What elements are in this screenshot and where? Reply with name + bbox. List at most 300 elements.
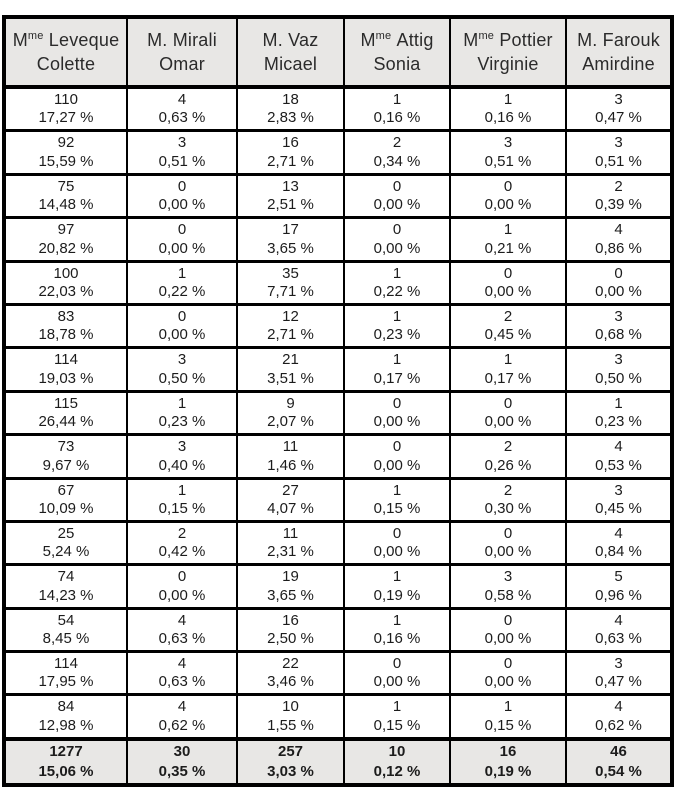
result-cell	[450, 87, 566, 131]
vote-count: 3	[503, 134, 513, 152]
vote-percentage: 0,39 %	[595, 196, 642, 214]
vote-count: 4	[614, 438, 623, 456]
vote-count: 2	[614, 177, 623, 195]
vote-count: 1	[392, 307, 402, 325]
vote-count: 84	[57, 698, 75, 716]
vote-percentage: 0,17 %	[484, 369, 532, 387]
result-cell	[566, 608, 672, 651]
result-cell	[450, 608, 566, 651]
result-cell	[237, 652, 344, 695]
vote-count: 4	[614, 221, 623, 239]
vote-percentage: 0,00 %	[158, 196, 206, 214]
vote-count: 1	[503, 698, 513, 716]
result-cell	[237, 261, 344, 304]
vote-count: 3	[614, 91, 623, 108]
vote-count: 4	[614, 524, 623, 542]
column-header	[237, 17, 344, 87]
vote-percentage: 0,16 %	[373, 630, 421, 648]
vote-percentage: 2,51 %	[267, 196, 314, 214]
result-cell	[4, 261, 127, 304]
vote-percentage: 0,47 %	[595, 109, 642, 127]
table-header	[4, 17, 672, 87]
vote-percentage: 0,34 %	[373, 152, 421, 170]
column-header-label: $M^{me}$ Leveque Colette	[12, 30, 120, 74]
vote-percentage: 20,82 %	[38, 239, 94, 257]
vote-percentage: 5,24 %	[42, 543, 90, 561]
vote-count: 0	[614, 264, 623, 282]
result-cell	[566, 565, 672, 608]
vote-percentage: 17,95 %	[38, 673, 94, 691]
vote-count: 5	[614, 568, 623, 586]
column-header-label: M. Mirali Omar	[147, 30, 217, 74]
vote-percentage: 0,23 %	[158, 413, 206, 431]
result-cell	[566, 87, 672, 131]
vote-percentage: 0,16 %	[484, 109, 532, 127]
vote-percentage: 0,00 %	[373, 543, 421, 561]
vote-count: 0	[503, 264, 513, 282]
vote-count: 0	[177, 177, 187, 195]
vote-percentage: 0,15 %	[484, 716, 532, 734]
vote-count: 3	[614, 655, 623, 673]
vote-percentage: 0,15 %	[373, 716, 421, 734]
vote-percentage: 0,00 %	[484, 282, 532, 300]
vote-percentage: 0,00 %	[158, 326, 206, 344]
result-cell	[237, 435, 344, 478]
total-cell	[237, 739, 344, 785]
vote-count: 0	[503, 655, 513, 673]
vote-percentage: 22,03 %	[38, 282, 94, 300]
vote-percentage: 0,23 %	[595, 413, 642, 431]
vote-count: 74	[57, 568, 75, 586]
vote-count: 0	[503, 177, 513, 195]
vote-count: 0	[392, 221, 402, 239]
vote-count: 0	[392, 394, 402, 412]
vote-percentage: 0,00 %	[373, 239, 421, 257]
result-cell	[127, 478, 237, 521]
table-row	[4, 652, 672, 695]
vote-count: 75	[57, 177, 75, 195]
vote-percentage: 2,71 %	[267, 152, 314, 170]
vote-percentage: 0,96 %	[595, 586, 642, 604]
result-cell	[344, 391, 450, 434]
vote-count: 2	[392, 134, 402, 152]
vote-count: 1	[177, 481, 187, 499]
vote-count: 13	[282, 177, 299, 195]
vote-count: 0	[177, 221, 187, 239]
results-table	[2, 15, 674, 787]
result-cell	[127, 695, 237, 739]
result-cell	[4, 652, 127, 695]
vote-count: 3	[614, 307, 623, 325]
vote-percentage: 18,78 %	[38, 326, 94, 344]
vote-percentage: 0,00 %	[158, 239, 206, 257]
result-cell	[127, 652, 237, 695]
vote-percentage: 0,00 %	[484, 673, 532, 691]
table-row	[4, 565, 672, 608]
table-row	[4, 521, 672, 564]
result-cell	[566, 521, 672, 564]
result-cell	[450, 652, 566, 695]
vote-percentage: 0,50 %	[158, 369, 206, 387]
vote-percentage: 2,50 %	[267, 630, 314, 648]
result-cell	[127, 87, 237, 131]
vote-count: 4	[177, 611, 187, 629]
total-percentage: 15,06 %	[38, 762, 94, 780]
result-cell	[4, 521, 127, 564]
vote-count: 110	[54, 91, 78, 108]
vote-percentage: 0,45 %	[484, 326, 532, 344]
vote-count: 73	[57, 438, 75, 456]
vote-count: 1	[503, 221, 513, 239]
result-cell	[4, 478, 127, 521]
total-cell	[566, 739, 672, 785]
result-cell	[127, 608, 237, 651]
vote-percentage: 10,09 %	[38, 499, 94, 517]
vote-percentage: 3,46 %	[267, 673, 314, 691]
table-row	[4, 174, 672, 217]
total-cell	[450, 739, 566, 785]
result-cell	[450, 391, 566, 434]
result-cell	[237, 131, 344, 174]
vote-count: 83	[57, 307, 75, 325]
vote-count: 0	[177, 307, 187, 325]
result-cell	[127, 391, 237, 434]
vote-percentage: 0,63 %	[158, 109, 206, 127]
vote-percentage: 19,03 %	[38, 369, 94, 387]
result-cell	[237, 608, 344, 651]
result-cell	[566, 348, 672, 391]
vote-count: 54	[57, 611, 75, 629]
result-cell	[566, 218, 672, 261]
vote-count: 4	[614, 611, 623, 629]
vote-percentage: 0,23 %	[373, 326, 421, 344]
vote-count: 0	[503, 394, 513, 412]
total-count: 1277	[49, 742, 83, 760]
vote-percentage: 0,16 %	[373, 109, 421, 127]
result-cell	[450, 695, 566, 739]
vote-percentage: 1,55 %	[267, 716, 314, 734]
vote-percentage: 0,00 %	[484, 543, 532, 561]
table-row	[4, 261, 672, 304]
vote-percentage: 2,83 %	[267, 109, 314, 127]
result-cell	[237, 218, 344, 261]
result-cell	[566, 131, 672, 174]
table-body	[4, 87, 672, 739]
total-cell	[4, 739, 127, 785]
result-cell	[4, 435, 127, 478]
vote-percentage: 0,22 %	[373, 282, 421, 300]
vote-count: 25	[57, 524, 75, 542]
vote-count: 2	[503, 481, 513, 499]
vote-count: 114	[54, 351, 78, 369]
result-cell	[566, 174, 672, 217]
result-cell	[237, 565, 344, 608]
vote-count: 3	[614, 351, 623, 369]
total-percentage: 0,54 %	[595, 762, 642, 780]
column-header-label: M. Farouk Amirdine	[577, 30, 660, 74]
vote-percentage: 0,21 %	[484, 239, 532, 257]
vote-count: 1	[503, 91, 513, 108]
vote-percentage: 14,23 %	[38, 586, 94, 604]
vote-percentage: 0,00 %	[158, 586, 206, 604]
total-count: 46	[610, 742, 627, 760]
result-cell	[4, 218, 127, 261]
total-count: 30	[173, 742, 191, 760]
vote-count: 0	[392, 438, 402, 456]
vote-count: 115	[54, 394, 78, 412]
result-cell	[4, 304, 127, 347]
column-header	[450, 17, 566, 87]
table-row	[4, 478, 672, 521]
vote-percentage: 17,27 %	[38, 109, 94, 127]
vote-percentage: 0,63 %	[158, 673, 206, 691]
table-row	[4, 608, 672, 651]
vote-percentage: 0,00 %	[373, 673, 421, 691]
vote-count: 18	[282, 91, 299, 108]
vote-count: 11	[282, 524, 299, 542]
vote-percentage: 0,45 %	[595, 499, 642, 517]
vote-percentage: 0,00 %	[484, 196, 532, 214]
vote-count: 1	[503, 351, 513, 369]
vote-percentage: 0,00 %	[373, 456, 421, 474]
vote-percentage: 26,44 %	[38, 413, 94, 431]
vote-count: 19	[282, 568, 299, 586]
vote-count: 4	[177, 698, 187, 716]
vote-count: 9	[286, 394, 295, 412]
result-cell	[450, 261, 566, 304]
vote-count: 1	[614, 394, 623, 412]
vote-percentage: 2,07 %	[267, 413, 314, 431]
vote-percentage: 1,46 %	[267, 456, 314, 474]
vote-count: 4	[177, 91, 187, 108]
vote-percentage: 3,65 %	[267, 239, 314, 257]
column-header	[4, 17, 127, 87]
vote-percentage: 0,30 %	[484, 499, 532, 517]
vote-percentage: 0,51 %	[484, 152, 532, 170]
column-header	[127, 17, 237, 87]
result-cell	[344, 131, 450, 174]
table-row	[4, 304, 672, 347]
vote-percentage: 0,15 %	[158, 499, 206, 517]
result-cell	[450, 565, 566, 608]
result-cell	[450, 435, 566, 478]
result-cell	[127, 131, 237, 174]
vote-percentage: 0,47 %	[595, 673, 642, 691]
vote-percentage: 0,62 %	[158, 716, 206, 734]
result-cell	[566, 391, 672, 434]
result-cell	[4, 608, 127, 651]
result-cell	[127, 435, 237, 478]
result-cell	[566, 304, 672, 347]
result-cell	[450, 521, 566, 564]
result-cell	[127, 218, 237, 261]
vote-count: 1	[392, 91, 402, 108]
result-cell	[4, 348, 127, 391]
vote-count: 114	[54, 655, 78, 673]
column-header	[344, 17, 450, 87]
vote-count: 3	[614, 481, 623, 499]
vote-percentage: 0,84 %	[595, 543, 642, 561]
result-cell	[237, 695, 344, 739]
result-cell	[450, 174, 566, 217]
result-cell	[344, 521, 450, 564]
vote-percentage: 0,62 %	[595, 716, 642, 734]
vote-count: 67	[57, 481, 75, 499]
result-cell	[566, 478, 672, 521]
vote-count: 27	[282, 481, 299, 499]
vote-count: 35	[282, 264, 299, 282]
vote-count: 1	[392, 351, 402, 369]
vote-count: 1	[392, 481, 402, 499]
result-cell	[237, 348, 344, 391]
vote-count: 1	[392, 611, 402, 629]
table-row	[4, 87, 672, 131]
result-cell	[450, 478, 566, 521]
result-cell	[450, 131, 566, 174]
vote-percentage: 0,53 %	[595, 456, 642, 474]
vote-count: 1	[177, 264, 187, 282]
vote-count: 1	[392, 264, 402, 282]
result-cell	[4, 174, 127, 217]
result-cell	[450, 218, 566, 261]
vote-count: 16	[282, 611, 299, 629]
table-footer	[4, 739, 672, 785]
vote-count: 10	[282, 698, 299, 716]
result-cell	[344, 652, 450, 695]
vote-percentage: 0,00 %	[484, 413, 532, 431]
vote-count: 92	[57, 134, 75, 152]
total-count: 16	[499, 742, 517, 760]
vote-count: 11	[282, 438, 299, 456]
total-count: 257	[277, 742, 304, 760]
result-cell	[344, 261, 450, 304]
vote-count: 4	[614, 698, 623, 716]
table-row	[4, 695, 672, 739]
result-cell	[237, 521, 344, 564]
total-count: 10	[388, 742, 406, 760]
result-cell	[344, 435, 450, 478]
result-cell	[344, 174, 450, 217]
vote-count: 3	[177, 134, 187, 152]
column-header-label: M. Vaz Micael	[262, 30, 319, 74]
result-cell	[344, 87, 450, 131]
vote-count: 0	[392, 655, 402, 673]
vote-count: 0	[177, 568, 187, 586]
result-cell	[344, 565, 450, 608]
vote-percentage: 2,71 %	[267, 326, 314, 344]
vote-percentage: 12,98 %	[38, 716, 94, 734]
result-cell	[127, 174, 237, 217]
vote-count: 0	[392, 524, 402, 542]
vote-percentage: 0,00 %	[484, 630, 532, 648]
vote-percentage: 4,07 %	[267, 499, 314, 517]
result-cell	[344, 695, 450, 739]
vote-percentage: 9,67 %	[42, 456, 90, 474]
table-row	[4, 218, 672, 261]
vote-percentage: 0,86 %	[595, 239, 642, 257]
result-cell	[237, 87, 344, 131]
result-cell	[237, 478, 344, 521]
vote-count: 1	[177, 394, 187, 412]
result-cell	[127, 348, 237, 391]
vote-percentage: 0,40 %	[158, 456, 206, 474]
result-cell	[237, 304, 344, 347]
vote-percentage: 0,00 %	[373, 196, 421, 214]
vote-percentage: 0,50 %	[595, 369, 642, 387]
vote-percentage: 15,59 %	[38, 152, 94, 170]
vote-count: 0	[503, 611, 513, 629]
result-cell	[127, 565, 237, 608]
vote-count: 3	[177, 438, 187, 456]
vote-percentage: 0,68 %	[595, 326, 642, 344]
vote-count: 12	[282, 307, 299, 325]
vote-count: 3	[177, 351, 187, 369]
result-cell	[4, 565, 127, 608]
total-cell	[344, 739, 450, 785]
table-row	[4, 435, 672, 478]
vote-percentage: 7,71 %	[267, 282, 314, 300]
results-table-container	[2, 15, 672, 787]
total-row	[4, 739, 672, 785]
vote-count: 16	[282, 134, 299, 152]
total-percentage: 0,19 %	[484, 762, 532, 780]
vote-count: 1	[392, 568, 402, 586]
result-cell	[127, 261, 237, 304]
result-cell	[237, 391, 344, 434]
result-cell	[237, 174, 344, 217]
vote-count: 0	[392, 177, 402, 195]
vote-count: 1	[392, 698, 402, 716]
vote-percentage: 0,17 %	[373, 369, 421, 387]
vote-percentage: 0,42 %	[158, 543, 206, 561]
vote-percentage: 0,58 %	[484, 586, 532, 604]
vote-percentage: 0,00 %	[595, 282, 642, 300]
vote-count: 97	[57, 221, 75, 239]
vote-count: 2	[503, 307, 513, 325]
result-cell	[4, 695, 127, 739]
vote-percentage: 3,65 %	[267, 586, 314, 604]
result-cell	[450, 348, 566, 391]
vote-percentage: 0,26 %	[484, 456, 532, 474]
vote-count: 3	[503, 568, 513, 586]
result-cell	[566, 652, 672, 695]
vote-count: 3	[614, 134, 623, 152]
result-cell	[450, 304, 566, 347]
vote-percentage: 0,19 %	[373, 586, 421, 604]
vote-percentage: 0,63 %	[595, 630, 642, 648]
column-header	[566, 17, 672, 87]
vote-percentage: 0,51 %	[595, 152, 642, 170]
vote-count: 0	[503, 524, 513, 542]
total-percentage: 0,35 %	[158, 762, 206, 780]
vote-percentage: 0,63 %	[158, 630, 206, 648]
total-cell	[127, 739, 237, 785]
vote-percentage: 0,22 %	[158, 282, 206, 300]
table-row	[4, 391, 672, 434]
vote-count: 2	[503, 438, 513, 456]
result-cell	[344, 478, 450, 521]
header-row	[4, 17, 672, 87]
result-cell	[566, 435, 672, 478]
result-cell	[4, 87, 127, 131]
result-cell	[127, 304, 237, 347]
total-percentage: 3,03 %	[267, 762, 314, 780]
result-cell	[4, 131, 127, 174]
result-cell	[344, 304, 450, 347]
vote-count: 22	[282, 655, 299, 673]
vote-percentage: 0,51 %	[158, 152, 206, 170]
result-cell	[344, 608, 450, 651]
